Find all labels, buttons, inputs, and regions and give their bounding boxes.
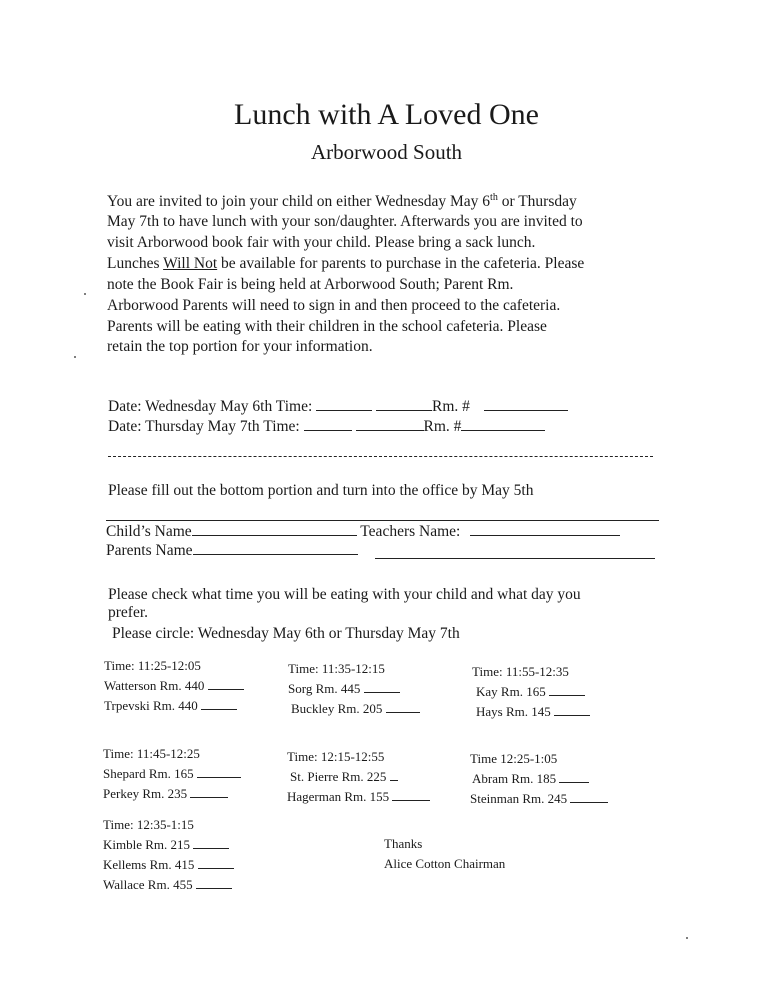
intro-line: visit Arborwood book fair with your child. Please bring a sack lunch. — [107, 234, 536, 251]
check-blank[interactable] — [554, 703, 590, 716]
time-label: Time: 11:55-12:35 — [472, 664, 569, 679]
chairman-name: Alice Cotton Chairman — [384, 856, 506, 871]
wednesday-time-field-2[interactable] — [376, 398, 432, 411]
time-label: Time: 11:45-12:25 — [103, 746, 200, 761]
time-label: Time: 11:25-12:05 — [104, 658, 201, 673]
thursday-date-row: Date: Thursday May 7th Time: Rm. # — [108, 418, 545, 436]
check-blank[interactable] — [390, 768, 398, 781]
parents-name-row: Parents Name — [106, 542, 358, 560]
intro-line: Parents will be eating with their children in the school cafeteria. Please — [107, 318, 547, 335]
room-option[interactable]: Wallace Rm. 455 — [103, 876, 234, 893]
time-label: Time 12:25-1:05 — [470, 751, 558, 766]
room-option[interactable]: Kellems Rm. 415 — [103, 856, 234, 873]
thursday-room-field[interactable] — [461, 418, 545, 431]
cut-line — [108, 456, 653, 457]
room-option[interactable]: Perkey Rm. 235 — [103, 785, 241, 802]
time-label: Time: 12:35-1:15 — [103, 817, 194, 832]
time-slot-7 — [103, 817, 234, 893]
room-option[interactable]: Abram Rm. 185 — [470, 770, 608, 787]
check-blank[interactable] — [392, 788, 430, 801]
page-title: Lunch with A Loved One — [234, 98, 539, 131]
signoff — [384, 836, 505, 872]
wednesday-date-row: Date: Wednesday May 6th Time: Rm. # — [108, 398, 568, 416]
room-option[interactable]: Hays Rm. 145 — [472, 703, 590, 720]
thursday-time-field-2[interactable] — [356, 418, 424, 431]
time-slot-5 — [287, 749, 430, 805]
room-option[interactable]: Trpevski Rm. 440 — [104, 697, 244, 714]
check-blank[interactable] — [201, 697, 237, 710]
check-blank[interactable] — [570, 790, 608, 803]
check-blank[interactable] — [196, 876, 232, 889]
scan-speck — [686, 937, 688, 939]
intro-line: Arborwood Parents will need to sign in and then proceed to the cafeteria. — [107, 297, 561, 314]
page-subtitle: Arborwood South — [310, 140, 463, 164]
intro-line: You are invited to join your child on either Wednesday May 6th or Thursday — [107, 192, 577, 211]
check-blank[interactable] — [208, 677, 244, 690]
check-blank[interactable] — [364, 680, 400, 693]
room-option[interactable]: Kay Rm. 165 — [472, 683, 590, 700]
intro-line: May 7th to have lunch with your son/daughter. Afterwards you are invited to — [107, 213, 583, 230]
intro-line: note the Book Fair is being held at Arborwood South; Parent Rm. — [107, 276, 514, 293]
wednesday-time-field[interactable] — [316, 398, 372, 411]
child-name-row: Child’s Name Teachers Name: — [106, 523, 620, 541]
will-not-emphasis: Will Not — [163, 255, 218, 272]
check-instruction-line: Please check what time you will be eating with your child and what day you — [108, 586, 581, 603]
time-label: Time: 11:35-12:15 — [288, 661, 385, 676]
room-option[interactable]: St. Pierre Rm. 225 — [287, 768, 430, 785]
room-option[interactable]: Steinman Rm. 245 — [470, 790, 608, 807]
check-blank[interactable] — [193, 836, 229, 849]
intro-line: Lunches Will Not be available for parents to purchase in the cafeteria. Please — [107, 255, 585, 272]
scan-speck — [74, 356, 76, 358]
time-slot-1 — [104, 658, 244, 714]
thursday-time-field[interactable] — [304, 418, 352, 431]
check-blank[interactable] — [197, 765, 241, 778]
time-slot-3 — [472, 664, 590, 720]
time-label: Time: 12:15-12:55 — [287, 749, 385, 764]
wednesday-room-field[interactable] — [484, 398, 568, 411]
time-slot-4 — [103, 746, 241, 802]
parents-name-line — [375, 558, 655, 559]
time-slot-2 — [288, 661, 420, 717]
room-option[interactable]: Kimble Rm. 215 — [103, 836, 234, 853]
check-blank[interactable] — [190, 785, 228, 798]
return-instruction: Please fill out the bottom portion and turn into the office by May 5th — [108, 482, 534, 499]
room-option[interactable]: Buckley Rm. 205 — [288, 700, 420, 717]
circle-day-instruction: Please circle: Wednesday May 6th or Thursday May 7th — [112, 625, 460, 642]
teacher-name-field[interactable] — [470, 523, 620, 536]
thanks-text: Thanks — [384, 836, 423, 851]
room-option[interactable]: Sorg Rm. 445 — [288, 680, 420, 697]
divider — [106, 520, 659, 521]
room-option[interactable]: Watterson Rm. 440 — [104, 677, 244, 694]
check-instruction-line: prefer. — [108, 604, 149, 621]
room-option[interactable]: Hagerman Rm. 155 — [287, 788, 430, 805]
scan-speck — [84, 293, 86, 295]
check-blank[interactable] — [386, 700, 420, 713]
check-blank[interactable] — [549, 683, 585, 696]
child-name-field[interactable] — [192, 523, 357, 536]
intro-line: retain the top portion for your information. — [107, 338, 373, 355]
room-option[interactable]: Shepard Rm. 165 — [103, 765, 241, 782]
time-slot-6 — [470, 751, 608, 807]
parents-name-field[interactable] — [193, 542, 358, 555]
check-blank[interactable] — [559, 770, 589, 783]
check-blank[interactable] — [198, 856, 234, 869]
